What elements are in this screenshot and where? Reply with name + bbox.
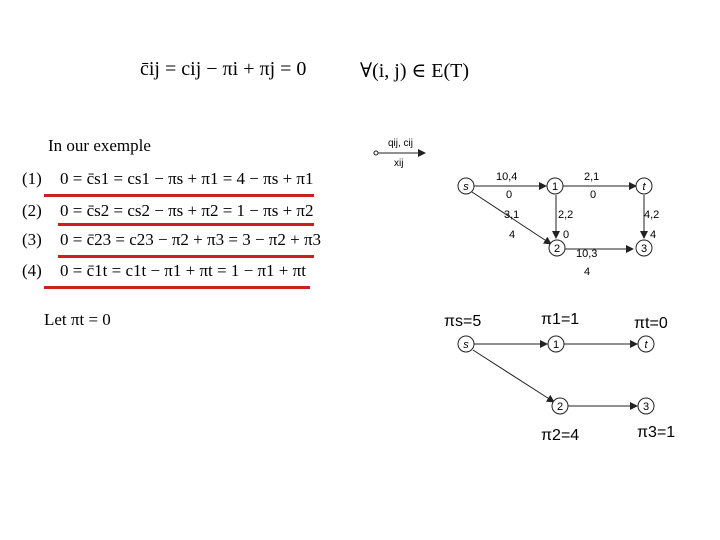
- top-node-2: 2: [553, 243, 561, 255]
- label-s2-bottom: 4: [509, 229, 516, 241]
- equation-2: 0 = c̄s2 = cs2 − πs + π2 = 1 − πs + π2: [60, 201, 314, 220]
- pi-2-label: π2=4: [541, 427, 580, 444]
- bottom-graph-edges: [473, 344, 637, 406]
- equation-label-1: (1): [22, 169, 42, 188]
- bottom-node-3: 3: [642, 401, 650, 413]
- bottom-node-t: t: [644, 339, 648, 351]
- label-1t-bottom: 0: [590, 189, 597, 201]
- let-pi-t-statement: Let πt = 0: [44, 310, 111, 329]
- equation-4: 0 = c̄1t = c1t − π1 + πt = 1 − π1 + πt: [60, 261, 306, 280]
- pi-3-label: π3=1: [637, 424, 676, 441]
- label-23-bottom: 4: [584, 266, 591, 278]
- label-12-top: 2,2: [558, 209, 574, 221]
- label-23-top: 10,3: [576, 248, 598, 260]
- pi-t-label: πt=0: [634, 315, 668, 332]
- equation-label-4: (4): [22, 261, 42, 280]
- legend-top-label: qij, cij: [388, 138, 414, 149]
- label-12-bottom: 0: [563, 229, 570, 241]
- bottom-node-1: 1: [552, 339, 560, 351]
- top-node-1: 1: [551, 181, 559, 193]
- top-node-t: t: [642, 181, 646, 193]
- section-heading: In our exemple: [48, 136, 151, 155]
- potential-labels: [444, 311, 675, 444]
- equation-label-2: (2): [22, 201, 42, 220]
- equation-3: 0 = c̄23 = c23 − π2 + π3 = 3 − π2 + π3: [60, 230, 322, 249]
- label-t3-top: 4,2: [644, 209, 660, 221]
- edge-s-2-tree: [473, 350, 554, 402]
- label-1t-top: 2,1: [584, 171, 600, 183]
- pi-1-label: π1=1: [541, 311, 580, 328]
- label-s1-top: 10,4: [496, 171, 518, 183]
- bottom-node-s: s: [463, 339, 469, 351]
- equation-1: 0 = c̄s1 = cs1 − πs + π1 = 4 − πs + π1: [60, 169, 314, 188]
- forall-condition: ∀(i, j) ∈ E(T): [360, 60, 470, 82]
- label-s2-top: 3,1: [504, 209, 520, 221]
- label-t3-bottom: 4: [650, 229, 657, 241]
- bottom-graph-nodes: [458, 336, 654, 414]
- reduced-cost-formula: c̄ij = cij − πi + πj = 0: [140, 58, 307, 80]
- top-node-3: 3: [640, 243, 648, 255]
- bottom-node-2: 2: [556, 401, 564, 413]
- label-s1-bottom: 0: [506, 189, 513, 201]
- equation-label-3: (3): [22, 230, 42, 249]
- pi-s-label: πs=5: [444, 313, 482, 330]
- top-graph-nodes: [458, 178, 652, 256]
- top-node-s: s: [463, 181, 469, 193]
- legend-bottom-label: xij: [394, 158, 404, 169]
- edge-legend: [374, 138, 425, 169]
